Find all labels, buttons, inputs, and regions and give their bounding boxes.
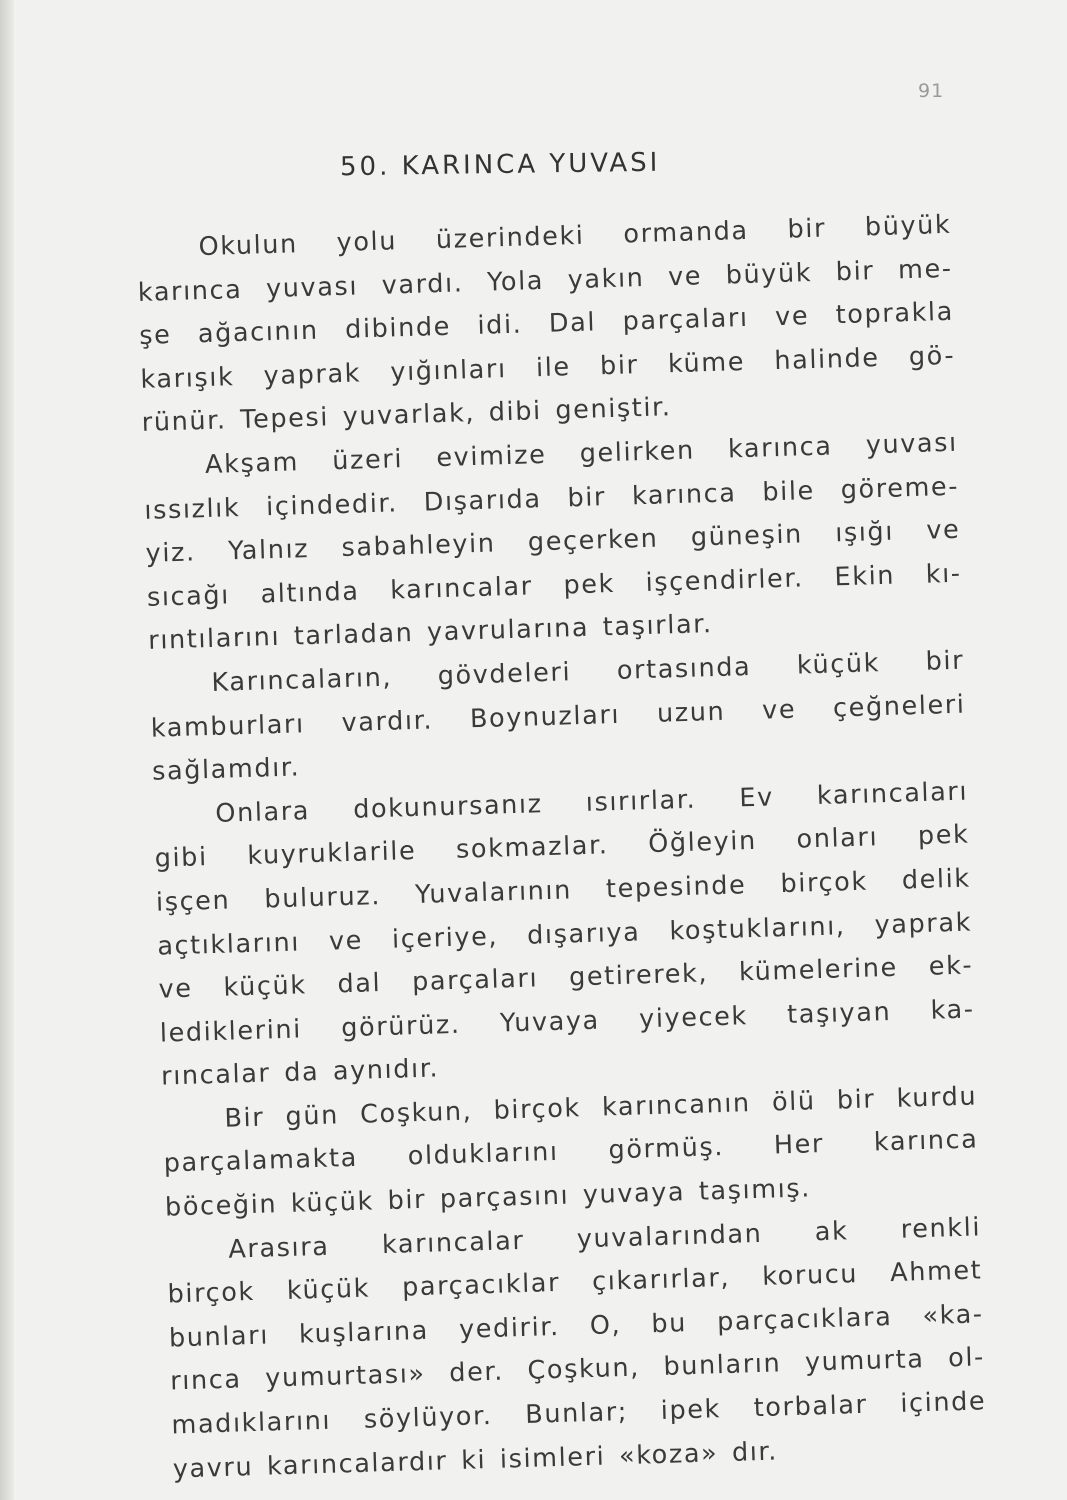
body-text	[136, 204, 988, 1492]
text-line: sıcağı altında karıncalar pek işçendirler. Ekin kı-	[146, 558, 963, 613]
text-line: yiz. Yalnız sabahleyin geçerken güneşin ışığı ve	[145, 514, 961, 570]
text-line: gibi kuyruklarile sokmazlar. Öğleyin onları pek	[154, 819, 970, 875]
text-line: rünür. Tepesi yuvarlak, dibi geniştir.	[141, 392, 672, 439]
text-line: lediklerini görürüz. Yuvaya yiyecek taşıyan ka-	[159, 994, 975, 1049]
text-line: Arasıra karıncalar yuvalarından ak renkli	[227, 1212, 982, 1265]
text-line: sağlamdır.	[151, 752, 301, 787]
text-line: şe ağacının dibinde idi. Dal parçaları ve toprakla	[138, 296, 955, 352]
text-line: ıssızlık içindedir. Dışarıda bir karınca bile göreme-	[143, 471, 960, 526]
text-line: rıncalar da aynıdır.	[160, 1053, 440, 1092]
text-line: Karıncaların, gövdeleri ortasında küçük bir	[211, 645, 965, 698]
text-line: böceğin küçük bir parçasını yuvaya taşımış.	[164, 1173, 812, 1223]
page-edge	[0, 0, 14, 1500]
text-line: madıklarını söylüyor. Bunlar; ipek torbalar içinde	[171, 1386, 987, 1441]
text-line: birçok küçük parçacıklar çıkarırlar, korucu Ahmet	[167, 1255, 983, 1310]
text-line: rıntılarını tarladan yavrularına taşırlar.	[147, 609, 714, 657]
page-title: 50. KARINCA YUVASI	[339, 147, 661, 183]
text-line: açtıklarını ve içeriye, dışarıya koştuklarını, yaprak	[156, 907, 973, 962]
text-line: işçen buluruz. Yuvalarının tepesinde birçok delik	[155, 863, 972, 918]
text-line: rınca yumurtası» der. Çoşkun, bunların yumurta ol-	[169, 1342, 986, 1397]
text-line: Okulun yolu üzerindeki ormanda bir büyük	[198, 209, 952, 263]
text-line: Onlara dokunursanız ısırırlar. Ev karıncaları	[214, 776, 969, 829]
text-line: yavru karıncalardır ki isimleri «koza» dır.	[172, 1436, 779, 1485]
page-number: 91	[918, 80, 945, 102]
text-line: karınca yuvası vardı. Yola yakın ve büyük bir me-	[137, 253, 954, 308]
text-line: parçalamakta olduklarını görmüş. Her karınca	[163, 1124, 979, 1180]
text-line: kamburları vardır. Boynuzları uzun ve çeğneleri	[150, 689, 966, 744]
text-line: Akşam üzeri evimize gelirken karınca yuvası	[204, 427, 959, 481]
text-line: Bir gün Coşkun, birçok karıncanın ölü bir kurdu	[224, 1081, 978, 1134]
text-line: karışık yaprak yığınları ile bir küme halinde gö-	[140, 340, 956, 395]
text-line: ve küçük dal parçaları getirerek, kümelerine ek-	[158, 950, 974, 1005]
text-line: bunları kuşlarına yedirir. O, bu parçacıklara «ka-	[168, 1299, 985, 1354]
